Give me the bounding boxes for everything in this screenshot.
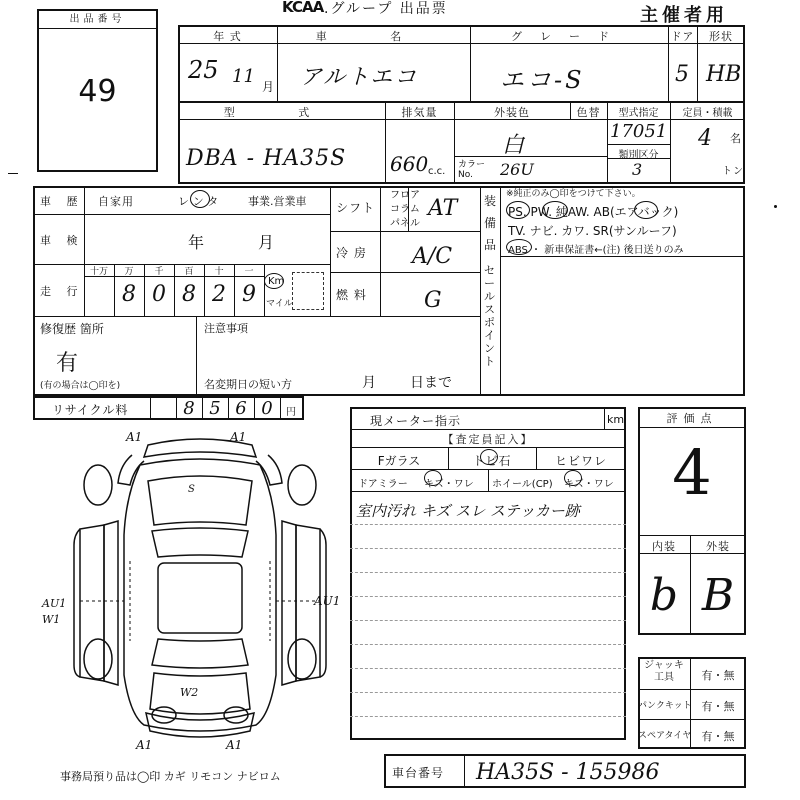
pw-circle-mark	[542, 201, 568, 219]
grade-value: エコ-S	[500, 66, 585, 94]
wheel-label: ホイール(CP)	[492, 479, 553, 490]
equipment-label: 装備品	[484, 194, 498, 252]
chassis-value: HA35S - 155986	[476, 760, 660, 785]
displacement-value: 660	[390, 152, 429, 176]
car-damage-diagram	[60, 425, 340, 760]
type-designation-label: 型式指定	[618, 108, 659, 119]
notes-short-label: 名変期日の短い方	[204, 378, 292, 391]
shaken-year-unit: 年	[188, 233, 205, 252]
history-option-business: 事業.営業車	[248, 195, 307, 208]
rating-label: 評価点	[666, 412, 718, 425]
mirror-circle-mark	[424, 470, 442, 486]
mileage-unit: 万	[124, 267, 134, 277]
grade-label: グレード	[511, 30, 627, 43]
interior-label: 内装	[652, 540, 676, 553]
ps-circle-mark	[506, 201, 530, 219]
mileage-unit: 十万	[89, 267, 108, 277]
mark-rear: W2	[180, 686, 199, 699]
equipment-row-1: PS. PW. 純AW. AB(エアバック)	[508, 205, 679, 219]
history-option-rental: レンタ	[178, 195, 223, 208]
abs-circle-mark	[506, 239, 532, 255]
crack-label: ヒビワレ	[554, 454, 607, 468]
capacity-value: 4	[698, 126, 712, 151]
accessory-label: パンクキット	[638, 701, 692, 711]
rating-value: 4	[672, 436, 712, 509]
doors-value: 5	[675, 62, 689, 87]
body-label: 形状	[709, 30, 733, 43]
shift-label: シフト	[336, 201, 376, 215]
history-option-private: 自家用	[98, 195, 134, 208]
windshield-label: Fガラス	[377, 454, 421, 468]
ab-circle-mark	[634, 201, 658, 219]
aircon-label: 冷 房	[336, 246, 367, 260]
lot-number: 49	[78, 74, 117, 109]
mark-right-side: AU1	[314, 594, 341, 608]
chip-label: トビ石	[472, 454, 512, 468]
shift-option-panel: パネル	[390, 218, 420, 229]
month-value: 11	[232, 66, 255, 87]
year-value: 25	[188, 56, 219, 84]
wheel-value: キズ・ワレ	[564, 479, 614, 490]
type-designation-value: 17051	[610, 121, 668, 142]
exterior-color-value: 白	[502, 133, 525, 158]
meter-label: 現メーター指示	[370, 414, 462, 428]
rental-circle-mark	[190, 190, 210, 208]
shaken-month-unit: 月	[258, 233, 275, 252]
color-no-label: カラー No.	[458, 160, 486, 180]
chassis-label: 車台番号	[392, 766, 445, 780]
recycle-digit: 8	[183, 398, 195, 419]
inspector-comment: 室内汚れ キズ スレ ステッカー跡	[356, 502, 580, 520]
year-label: 年 式	[213, 30, 242, 43]
header-logo: KCAA	[282, 0, 324, 16]
mark-rear-right: A1	[226, 738, 243, 752]
recycle-digit: 6	[235, 398, 247, 419]
mile-label: マイル	[266, 299, 293, 309]
fuel-label: 燃 料	[336, 288, 367, 302]
repair-label: 修復歴 箇所	[40, 322, 104, 336]
mark-left-side: AU1 W1	[42, 597, 67, 626]
wheel-circle-mark	[564, 470, 582, 486]
mileage-digit: 8	[122, 282, 136, 307]
mileage-unit: 千	[154, 267, 164, 277]
accessory-label: ジャッキ工具	[644, 660, 684, 683]
load-unit: トン	[722, 166, 744, 177]
notes-label: 注意事項	[204, 322, 248, 335]
mirror-value: キズ・ワレ	[424, 479, 474, 490]
notes-month-unit: 月	[362, 375, 376, 391]
recycle-digit: 5	[209, 398, 221, 419]
recycle-label: リサイクル料	[52, 403, 129, 417]
km-label: Km	[268, 276, 285, 287]
month-unit: 月	[262, 80, 276, 94]
equipment-row-2: TV. ナビ. カワ. SR(サンルーフ)	[508, 224, 677, 238]
inspector-title: 【査定員記入】	[442, 433, 534, 446]
host-label: 主催者用	[640, 5, 728, 26]
accessory-value: 有・無	[701, 669, 735, 682]
equipment-row-3: ABS ・ 新車保証書←(注) 後日送りのみ	[508, 245, 684, 256]
exterior-value: B	[701, 570, 735, 621]
mark-rear-left: A1	[136, 738, 153, 752]
shift-value: AT	[428, 196, 458, 221]
displacement-unit: c.c.	[428, 166, 446, 177]
mileage-digit: 2	[212, 282, 226, 307]
color-no-value: 26U	[500, 160, 534, 179]
mileage-digit: 8	[182, 282, 196, 307]
car-name-value: アルトエコ	[300, 65, 419, 90]
km-circle-mark	[264, 273, 284, 289]
interior-value: b	[649, 570, 679, 621]
mark-roof: S	[188, 484, 195, 495]
body-value: HB	[706, 62, 742, 87]
exterior-color-label: 外装色	[494, 106, 530, 119]
recycle-digit: 0	[261, 398, 273, 419]
repair-note: (有の場合は◯印を)	[40, 381, 121, 391]
stray-dot	[774, 205, 777, 208]
notes-day-unit: 日まで	[410, 375, 452, 391]
category-value: 3	[632, 160, 643, 179]
model-label: 型 式	[223, 106, 340, 119]
equipment-note: ※純正のみ◯印をつけて下さい。	[506, 189, 641, 199]
accessory-value: 有・無	[701, 700, 735, 713]
shaken-label: 車 検	[40, 234, 84, 247]
meter-unit: km	[607, 413, 625, 426]
exterior-label: 外装	[706, 540, 730, 553]
aircon-value: A/C	[412, 244, 453, 269]
mileage-label: 走 行	[40, 285, 84, 298]
lot-label: 出品番号	[69, 14, 126, 25]
mark-front-left: A1	[126, 430, 143, 444]
displacement-label: 排気量	[401, 106, 438, 119]
accessory-value: 有・無	[701, 730, 735, 743]
mileage-unit: 十	[214, 267, 224, 277]
shift-option-column: コラム	[390, 204, 420, 215]
mileage-digit: 9	[242, 282, 256, 307]
mileage-digit: 0	[152, 282, 166, 307]
chip-circle-mark	[480, 449, 498, 465]
corner-tick	[8, 173, 18, 174]
category-label: 類別区分	[618, 150, 659, 161]
history-label: 車 歴	[40, 195, 84, 208]
shift-option-floor: フロア	[390, 190, 420, 201]
office-note: 事務局預り品は◯印 カギ リモコン ナビロム	[60, 770, 281, 783]
capacity-label: 定員・積載	[682, 108, 733, 119]
mileage-unit: 一	[244, 267, 254, 277]
repair-value: 有	[56, 351, 79, 376]
mark-front-right: A1	[230, 430, 247, 444]
fuel-value: G	[424, 288, 442, 313]
capacity-unit: 名	[730, 132, 742, 145]
doors-label: ドア	[670, 30, 695, 43]
recycle-unit: 円	[286, 407, 296, 418]
header-title: .グループ 出品票	[324, 1, 448, 17]
model-value: DBA - HA35S	[186, 146, 347, 171]
sales-point-label: セールスポイント	[484, 264, 495, 368]
color-change-label: 色替	[576, 106, 601, 119]
mileage-unit: 百	[184, 267, 194, 277]
accessory-label: スペアタイヤ	[638, 731, 692, 741]
name-label: 車 名	[315, 30, 432, 43]
mirror-label: ドアミラー	[358, 479, 408, 490]
